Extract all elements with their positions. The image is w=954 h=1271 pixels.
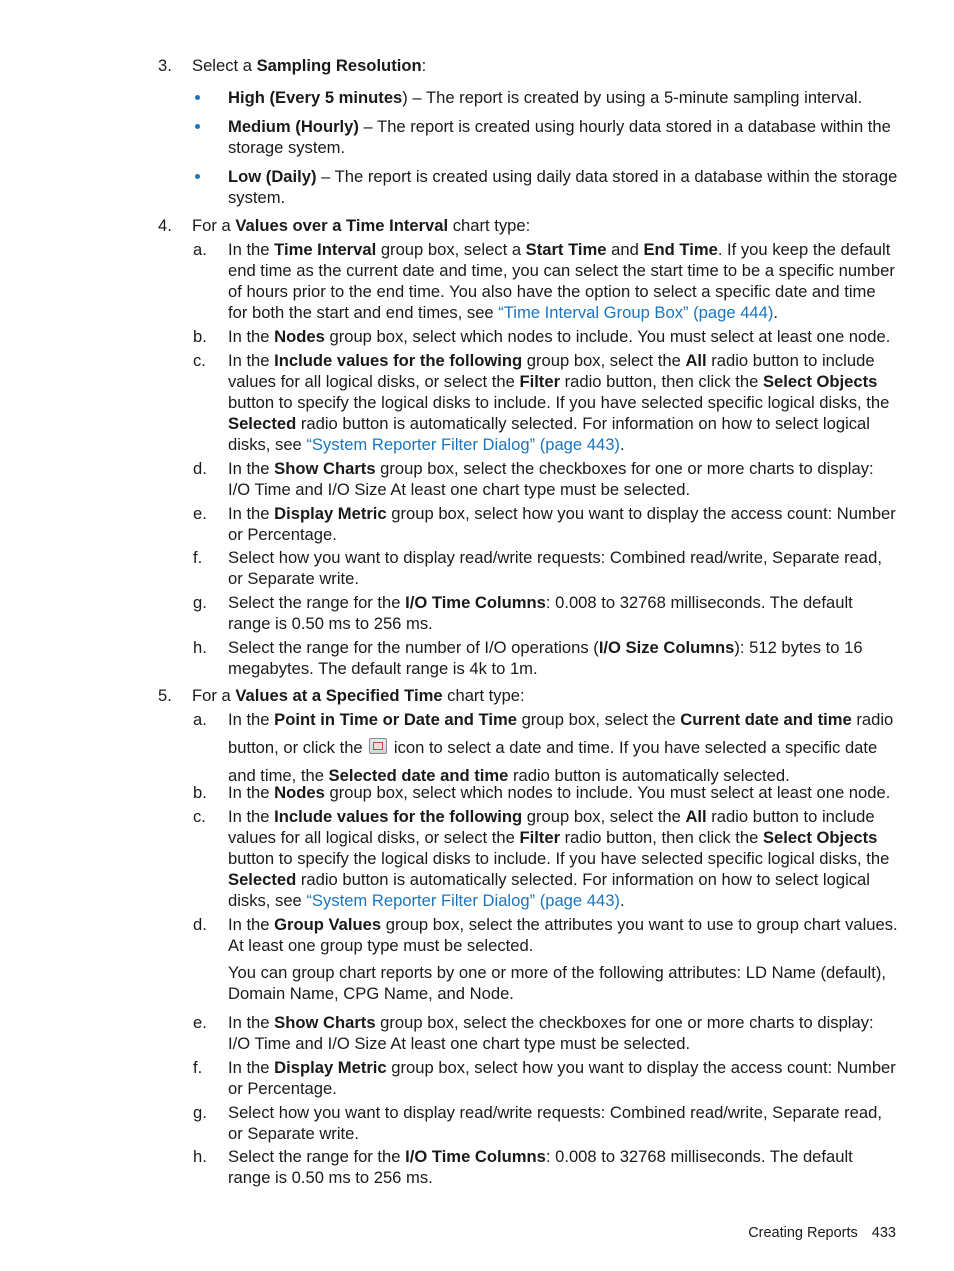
bullet-icon [195,95,200,100]
bullet-icon [195,174,200,179]
step-number: 5. [158,686,172,705]
page-number: 433 [871,1225,896,1241]
filter-dialog-link[interactable]: “System Reporter Filter Dialog” (page 443) [306,435,620,454]
step-text: For a Values at a Specified Time chart type: [192,686,525,705]
time-interval-link[interactable]: “Time Interval Group Box” (page 444) [498,303,774,322]
page-footer [748,1223,896,1244]
substep-5d-paragraph: You can group chart reports by one or more of the following attributes: LD Name (default), Domain Name, CPG Name, and Node. [228,963,886,1003]
footer-section-title: Creating Reports [748,1225,858,1241]
step-text: Select a Sampling Resolution: [192,56,427,75]
step-text: For a Values over a Time Interval chart type: [192,216,531,235]
step-number: 3. [158,56,172,75]
filter-dialog-link[interactable]: “System Reporter Filter Dialog” (page 443) [306,891,620,910]
bullet-icon [195,124,200,129]
calendar-icon[interactable] [369,738,387,754]
step-number: 4. [158,216,172,235]
